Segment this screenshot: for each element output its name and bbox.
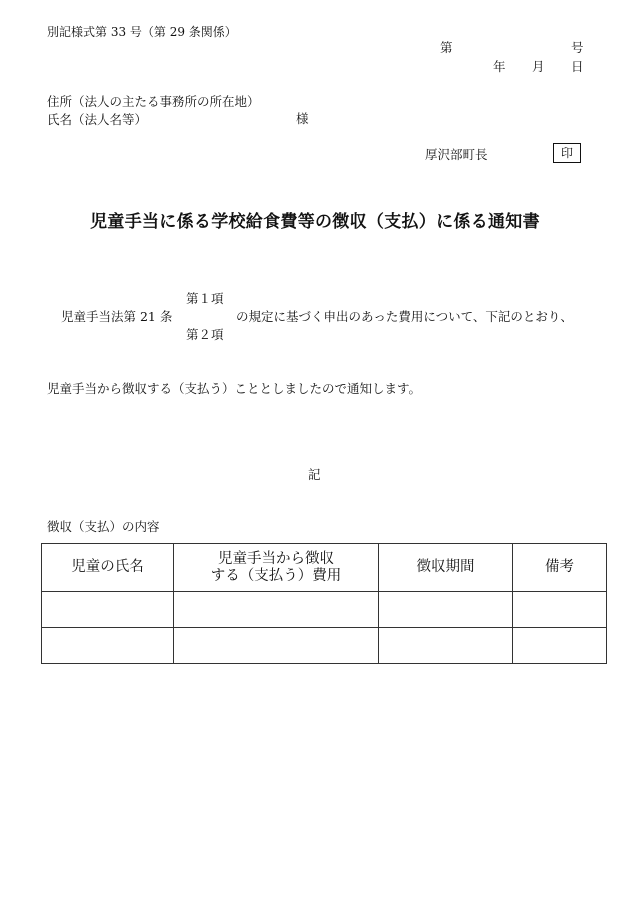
body-line-1: の規定に基づく申出のあった費用について、下記のとおり、 (236, 309, 573, 324)
table-row (42, 592, 607, 628)
date-day-label: 日 (571, 59, 584, 74)
header-remarks: 備考 (513, 544, 607, 592)
body-line-2: 児童手当から徴収する（支払う）こととしましたので通知します。 (47, 381, 422, 396)
issuer-name: 厚沢部町長 (425, 147, 488, 162)
form-reference: 別記様式第 33 号（第 29 条関係） (47, 25, 237, 39)
header-child-name: 児童の氏名 (42, 544, 174, 592)
header-collection-period: 徴収期間 (379, 544, 513, 592)
recipient-address-label: 住所（法人の主たる事務所の所在地） (47, 94, 260, 109)
document-number-prefix: 第 (440, 40, 453, 55)
collection-details-table (41, 543, 607, 664)
table-row (42, 628, 607, 664)
date-year-label: 年 (493, 59, 506, 74)
header-fee (174, 544, 379, 592)
header-fee-line-1: 児童手当から徴収 (218, 550, 334, 567)
cell-child-name[interactable] (42, 628, 174, 664)
recipient-name-label: 氏名（法人名等） (47, 112, 148, 127)
cell-fee[interactable] (174, 628, 379, 664)
cell-fee[interactable] (174, 592, 379, 628)
recipient-honorific: 様 (296, 111, 309, 126)
law-item-1: 第１項 (186, 291, 224, 306)
cell-collection-period[interactable] (379, 592, 513, 628)
cell-child-name[interactable] (42, 592, 174, 628)
ki-heading: 記 (308, 467, 321, 482)
table-header-row (42, 544, 607, 592)
document-title: 児童手当に係る学校給食費等の徴収（支払）に係る通知書 (90, 212, 540, 232)
cell-remarks[interactable] (513, 592, 607, 628)
header-fee-line-2: する（支払う）費用 (210, 567, 342, 584)
document-number-suffix: 号 (571, 40, 584, 55)
seal-label: 印 (560, 146, 573, 160)
section-label: 徴収（支払）の内容 (47, 519, 160, 534)
law-item-2: 第２項 (186, 327, 224, 342)
law-reference: 児童手当法第 21 条 (61, 309, 173, 324)
cell-collection-period[interactable] (379, 628, 513, 664)
date-month-label: 月 (532, 59, 545, 74)
cell-remarks[interactable] (513, 628, 607, 664)
seal-box (553, 143, 581, 163)
